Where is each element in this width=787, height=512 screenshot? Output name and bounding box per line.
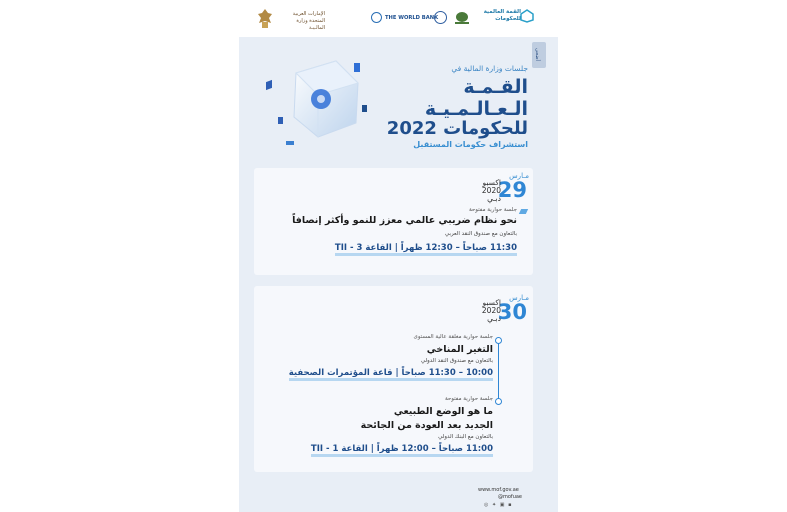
world-bank-label: THE WORLD BANK [385, 14, 439, 21]
uae-emblem-icon [256, 8, 274, 30]
session-marker-icon [519, 209, 528, 214]
imf-seal-icon [434, 11, 447, 24]
instagram-icon: ◎ [484, 502, 490, 508]
world-bank-logo [371, 12, 438, 23]
summit-logo-icon [520, 9, 534, 23]
session-partner: بالتعاون مع صندوق النقد العربي [444, 231, 517, 237]
uae-ministry-label: الإمارات العربية المتحدة وزارة المالـيـة [292, 11, 325, 31]
session-type: جلسة حوارية مغلقة عالية المستوى [413, 334, 493, 340]
day-number: 30 [497, 300, 527, 324]
session-title-line2: الجديد بعد العودة من الجائحة [360, 420, 493, 431]
summit-logo-label: القمة العالمية للحكومات [483, 9, 521, 22]
timeline-dot-icon [495, 337, 502, 344]
session-title: نحو نظام ضريبي عالمي معزز للنمو وأكثر إنصافاً [292, 215, 517, 226]
footer-website: www.mof.gov.ae [478, 487, 519, 493]
summit-title-line2: الـعـالـمـيـة [424, 98, 528, 120]
intro-text: جلسات وزارة المالية في [451, 64, 528, 73]
expo-label: إكسبو 2020 دبـي [481, 178, 501, 203]
timeline-line [498, 340, 499, 400]
session-time: 11:30 صباحاً – 12:30 ظهراً | القاعة 3 - TII [335, 243, 517, 256]
world-bank-globe-icon [371, 12, 382, 23]
side-tab-label: أضحى [534, 48, 540, 62]
expo-label: إكسبو 2020 دبـي [481, 298, 501, 323]
social-icons [484, 502, 512, 508]
summit-subtitle: استشراف حكومات المستقبل [413, 140, 528, 149]
footer-handle: @mofuae [498, 494, 522, 500]
timeline-dot-icon [495, 398, 502, 405]
session-partner: بالتعاون مع البنك الدولي [438, 434, 493, 440]
day-month: مـارس [509, 172, 529, 180]
arab-monetary-fund-icon [452, 10, 472, 26]
day-card-29 [254, 168, 533, 275]
session-title: التغير المناخي [426, 344, 493, 355]
side-tab [532, 42, 546, 68]
day-number: 29 [497, 178, 527, 202]
session-time: 11:00 صباحاً – 12:00 ظهراً | القاعة 1 - TII [311, 444, 493, 457]
facebook-icon: ▪ [508, 502, 513, 508]
session-time: 10:00 – 11:30 صباحاً | قاعة المؤتمرات الصحفية [289, 368, 493, 381]
summit-title-line3: للحكومات 2022 [386, 118, 528, 139]
session-type: جلسة حوارية مفتوحة [444, 396, 493, 402]
day-card-30 [254, 286, 533, 472]
session-type: جلسة حوارية مفتوحة [468, 207, 517, 213]
session-partner: بالتعاون مع صندوق النقد الدولي [420, 358, 493, 364]
twitter-icon: ✦ [491, 502, 498, 508]
day-month: مـارس [509, 294, 529, 302]
summit-title-line1: القـمـة [463, 76, 528, 98]
linkedin-icon: ▣ [499, 502, 506, 508]
session-title-line1: ما هو الوضع الطبيعي [393, 406, 493, 417]
